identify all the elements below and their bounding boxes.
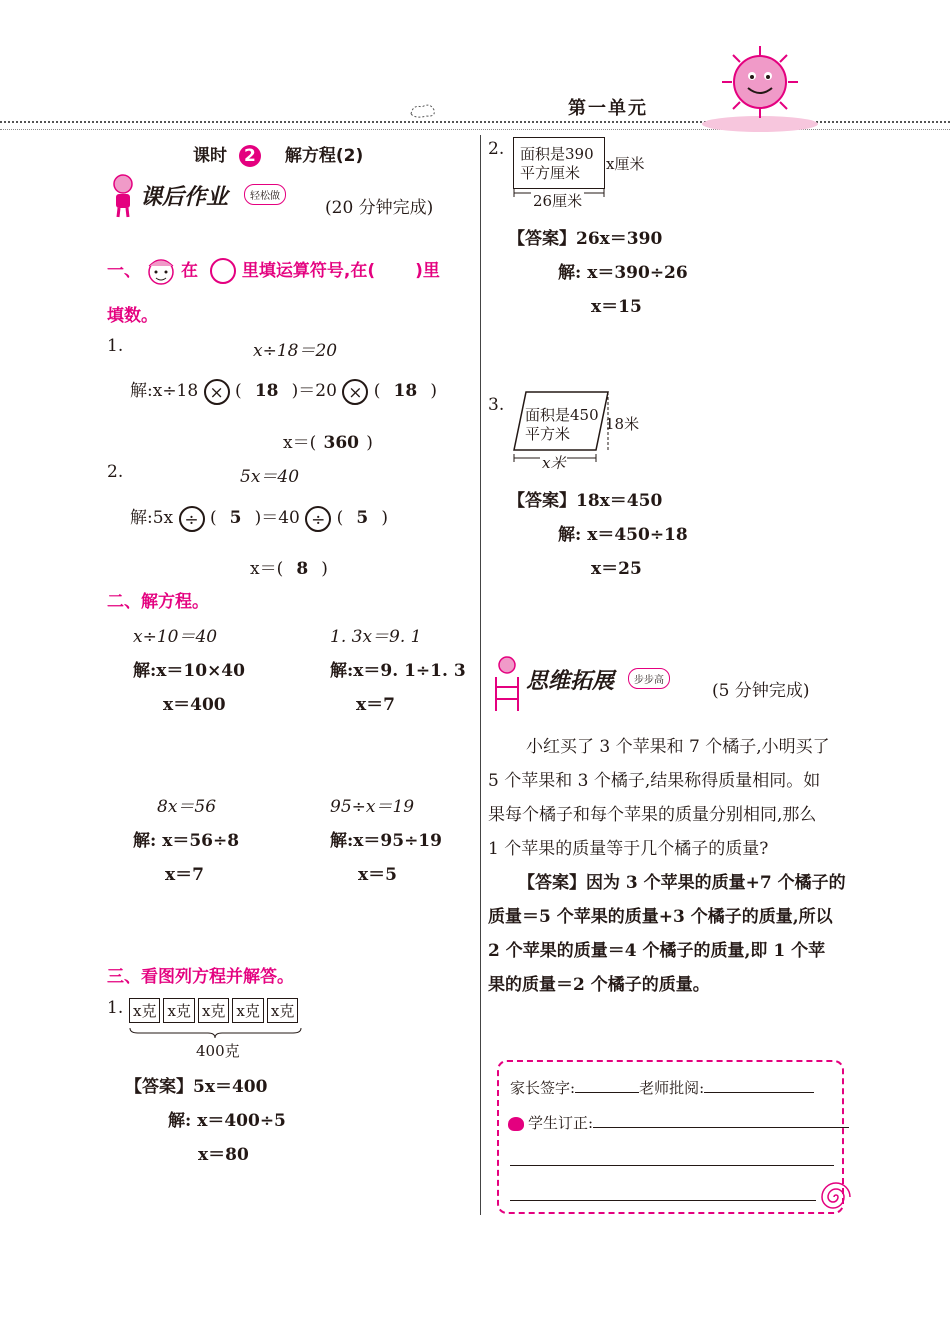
paren: ) bbox=[430, 381, 438, 401]
parent-signature-field[interactable] bbox=[575, 1092, 639, 1093]
blank-circle-icon bbox=[210, 258, 236, 284]
boy-face-icon bbox=[141, 254, 181, 288]
q1-answer bbox=[283, 428, 373, 453]
girl-ladder-icon bbox=[490, 655, 524, 713]
correction-line-3[interactable] bbox=[510, 1200, 816, 1201]
s3-q2-answer: 【答案】26x＝390 bbox=[508, 229, 663, 249]
q1-solution bbox=[130, 376, 437, 405]
homework-badge: 轻松做 bbox=[244, 184, 286, 205]
s3-q1-number: 1. bbox=[107, 998, 124, 1018]
paren: ( bbox=[209, 508, 217, 528]
paren: ( bbox=[336, 508, 344, 528]
eq-item-4-solution: 解:x＝95÷19 bbox=[330, 831, 442, 851]
q2-equation: 5x＝40 bbox=[240, 467, 300, 487]
parent-signature-label: 家长签字: bbox=[510, 1079, 576, 1097]
q1-op-2: × bbox=[342, 379, 368, 405]
rect-area-line1: 面积是390 bbox=[520, 145, 594, 163]
paren: ) bbox=[366, 433, 373, 453]
homework-time: (20 分钟完成) bbox=[325, 198, 434, 218]
eq-item-3-solution: 解: x＝56÷8 bbox=[133, 831, 240, 851]
s3-q1-answer: 【答案】5x＝400 bbox=[125, 1077, 268, 1097]
eq-item-1-answer: x＝400 bbox=[163, 695, 226, 715]
eq-item-2-answer: x＝7 bbox=[356, 695, 395, 715]
thinking-badge: 步步高 bbox=[628, 668, 670, 689]
question-line: 小红买了 3 个苹果和 7 个橘子,小明买了 bbox=[526, 737, 830, 757]
total-weight: 400克 bbox=[196, 1042, 240, 1060]
teacher-review-field[interactable] bbox=[704, 1092, 814, 1093]
student-correction-label: 学生订正: bbox=[528, 1114, 594, 1132]
s3-q2-solution: 解: x＝390÷26 bbox=[558, 263, 688, 283]
box-item: x克 bbox=[129, 998, 160, 1023]
answer-line: 2 个苹果的质量＝4 个橘子的质量,即 1 个苹 bbox=[488, 941, 826, 961]
q1-equation: x÷18＝20 bbox=[253, 341, 338, 361]
s3-q3-solution: 解: x＝450÷18 bbox=[558, 525, 688, 545]
section2-title: 二、解方程。 bbox=[107, 592, 209, 612]
lesson-title bbox=[193, 141, 363, 167]
eq-item-1: x÷10＝40 bbox=[133, 627, 218, 647]
answer-line: 果的质量＝2 个橘子的质量。 bbox=[488, 975, 710, 995]
eq-item-3-answer: x＝7 bbox=[165, 865, 204, 885]
lesson-name: 解方程(2) bbox=[284, 146, 364, 166]
thinking-answer bbox=[488, 866, 846, 1002]
eq-item-3: 8x＝56 bbox=[157, 797, 217, 817]
q1-sol-rhs: )＝20 bbox=[291, 381, 337, 401]
section1-text-b: 里填运算符号,在( bbox=[241, 261, 376, 281]
spiral-decoration-icon bbox=[818, 1180, 854, 1214]
para-area-line2: 平方米 bbox=[525, 425, 571, 443]
q1-number: 1. bbox=[107, 336, 124, 356]
answer-line: 质量＝5 个苹果的质量+3 个橘子的质量,所以 bbox=[488, 907, 833, 927]
s3-q2-result: x＝15 bbox=[591, 297, 642, 317]
rect-side-label: x厘米 bbox=[606, 155, 645, 173]
q2-sol-rhs: )＝40 bbox=[254, 508, 300, 528]
q2-answer bbox=[250, 554, 328, 579]
q1-ans-value: 360 bbox=[323, 433, 359, 453]
q2-sol-lhs: 解:5x bbox=[130, 508, 174, 528]
box-item: x克 bbox=[267, 998, 298, 1023]
question-line: 5 个苹果和 3 个橘子,结果称得质量相同。如 bbox=[488, 771, 821, 791]
student-correction-row bbox=[508, 1112, 849, 1133]
q2-op-1: ÷ bbox=[179, 506, 205, 532]
question-line: 1 个苹果的质量等于几个橘子的质量? bbox=[488, 839, 769, 859]
paren: ) bbox=[381, 508, 388, 528]
q2-op-2: ÷ bbox=[305, 506, 331, 532]
s3-q1-result: x＝80 bbox=[198, 1145, 249, 1165]
thinking-banner: 思维拓展 bbox=[526, 669, 615, 694]
lesson-prefix: 课时 bbox=[193, 146, 227, 166]
para-bottom-label: x米 bbox=[542, 454, 566, 472]
paren: ( bbox=[235, 381, 242, 401]
boy-mascot-icon bbox=[108, 172, 138, 218]
rect-area-line2: 平方厘米 bbox=[520, 164, 581, 182]
rect-area-text bbox=[520, 145, 594, 183]
box-item: x克 bbox=[198, 998, 229, 1023]
q1-op-1: × bbox=[204, 379, 230, 405]
eq-item-4-answer: x＝5 bbox=[358, 865, 397, 885]
q1-fill-1: 18 bbox=[254, 381, 279, 401]
q1-ans-lhs: x＝( bbox=[283, 433, 317, 453]
thinking-time: (5 分钟完成) bbox=[712, 681, 810, 701]
homework-banner: 课后作业 bbox=[140, 185, 229, 210]
s3-q1-solution: 解: x＝400÷5 bbox=[168, 1111, 286, 1131]
eq-item-4: 95÷x＝19 bbox=[330, 797, 415, 817]
rectangle-figure bbox=[513, 137, 605, 189]
answer-line: 【答案】因为 3 个苹果的质量+7 个橘子的 bbox=[518, 873, 846, 893]
q2-solution bbox=[130, 503, 388, 532]
parent-signature-row bbox=[510, 1077, 814, 1098]
q2-ans-lhs: x＝( bbox=[250, 559, 284, 579]
eq-item-2-solution: 解:x＝9. 1÷1. 3 bbox=[330, 661, 466, 681]
para-area-line1: 面积是450 bbox=[525, 406, 599, 424]
s3-q3-answer: 【答案】18x＝450 bbox=[508, 491, 663, 511]
correction-line-2[interactable] bbox=[510, 1165, 834, 1166]
section1-text-c: )里 bbox=[415, 261, 440, 281]
column-divider bbox=[480, 135, 481, 1215]
eq-item-1-solution: 解:x＝10×40 bbox=[133, 661, 245, 681]
unit-title: 第一单元 bbox=[568, 98, 648, 119]
section1-title-cont: 填数。 bbox=[107, 306, 158, 326]
cloud-doodle-icon bbox=[408, 100, 438, 120]
para-area-text bbox=[525, 406, 599, 444]
box-item: x克 bbox=[232, 998, 263, 1023]
box-item: x克 bbox=[163, 998, 194, 1023]
q2-number: 2. bbox=[107, 462, 124, 482]
q2-ans-value: 8 bbox=[296, 559, 309, 579]
student-icon bbox=[508, 1117, 524, 1131]
rect-bottom-label: 26厘米 bbox=[533, 192, 583, 210]
section1-text-a: 在 bbox=[181, 261, 198, 281]
paren: ( bbox=[373, 381, 381, 401]
s3-q2-number: 2. bbox=[488, 139, 505, 159]
weight-boxes bbox=[129, 998, 301, 1023]
s3-q3-result: x＝25 bbox=[591, 559, 642, 579]
paren: ) bbox=[321, 559, 328, 579]
question-line: 果每个橘子和每个苹果的质量分别相同,那么 bbox=[488, 805, 817, 825]
student-correction-field[interactable] bbox=[593, 1127, 849, 1128]
q2-fill-2: 5 bbox=[356, 508, 369, 528]
q1-fill-2: 18 bbox=[393, 381, 418, 401]
q2-fill-1: 5 bbox=[229, 508, 242, 528]
para-height-label: 18米 bbox=[605, 415, 640, 433]
thinking-question bbox=[488, 730, 830, 866]
q1-sol-lhs: 解:x÷18 bbox=[130, 381, 199, 401]
eq-item-2: 1. 3x＝9. 1 bbox=[330, 627, 422, 647]
brace-icon bbox=[128, 1026, 303, 1040]
s3-q3-number: 3. bbox=[488, 395, 505, 415]
section1-title bbox=[107, 256, 440, 284]
teacher-review-label: 老师批阅: bbox=[639, 1079, 705, 1097]
lesson-number-badge: 2 bbox=[239, 145, 261, 167]
sun-mascot-icon bbox=[690, 42, 830, 132]
section3-title: 三、看图列方程并解答。 bbox=[107, 967, 294, 987]
section1-num: 一、 bbox=[107, 261, 141, 281]
